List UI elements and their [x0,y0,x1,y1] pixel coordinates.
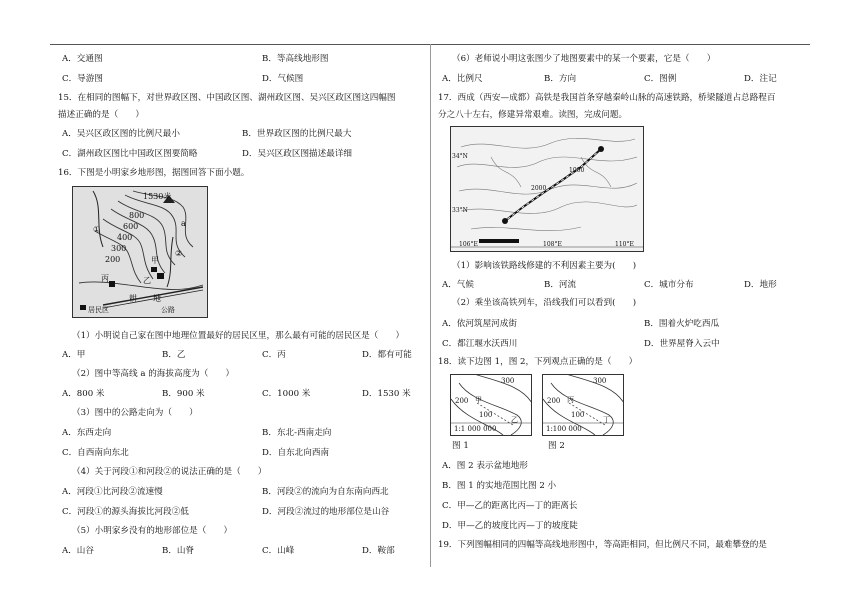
q16-sub4-option-b: B．河段②的流向为自东南向西北 [262,487,389,497]
q17-sub1-option-a: A．气候 [442,280,474,290]
map-label-jia: 甲 [151,256,159,265]
fig1-contour-300: 300 [501,377,515,385]
map-lat-33: 33°N [452,207,468,214]
map-contour-2000: 2000 [531,185,547,192]
hometown-contour-map [72,186,208,318]
q17-sub1-stem: （1）影响该铁路线修建的不利因素主要为( ) [452,261,637,271]
q16-sub4-option-d: D．河段②流过的地形部位是山谷 [262,507,390,517]
fig2-contour-100: 100 [571,411,585,419]
map-label-a: a [181,219,186,228]
q16-sub1-option-d: D．都有可能 [362,350,412,360]
q16-sub6-stem: （6）老师说小明这张图少了地图要素中的某一个要素，它是（ ） [452,54,716,64]
q15-option-b: B．世界政区图的比例尺最大 [242,129,352,139]
q17-stem-line2: 分之八十左右，修建异常艰难。读图，完成问题。 [438,110,628,120]
fig2-point-bing: 丙 [567,396,574,404]
map-label-200: 200 [105,255,121,264]
q15-stem-line1: 15．在相同的图幅下，对世界政区图、中国政区图、湖州政区图、吴兴区政区图这四幅图 [58,93,396,103]
q16-sub3-option-d: D．自东北向西南 [262,448,330,458]
q16-sub5-option-a: A．山谷 [62,546,94,556]
fig2-caption: 图 2 [548,441,565,451]
map-label-800: 800 [129,211,145,220]
q17-sub2-option-b: B．围着火炉吃西瓜 [644,319,720,329]
fig2-contour-200: 200 [547,397,561,405]
map-label-yi: 乙 [143,276,151,285]
q16-sub4-stem: （4）关于河段①和河段②的说法正确的是（ ） [72,467,267,477]
map-lon-108: 108°E [543,241,562,248]
q16-sub6-option-a: A．比例尺 [442,74,483,84]
q14-option-c: C．导游图 [62,74,103,84]
q17-stem-line1: 17．西成（西安—成都）高铁是我国首条穿越秦岭山脉的高速铁路，桥梁隧道占总路程百 [438,93,776,103]
fig1-point-yi: 乙 [511,416,518,424]
contour-figure-2 [542,374,624,436]
q14-option-a: A．交通图 [62,54,103,64]
q16-sub2-option-d: D．1530 米 [362,389,411,399]
q18-option-a: A．图 2 表示盆地地形 [442,461,528,471]
fig1-contour-200: 200 [455,397,469,405]
q17-sub1-option-c: C．城市分布 [644,280,694,290]
q16-sub2-option-a: A．800 米 [62,389,105,399]
q16-stem: 16．下图是小明家乡地形图，据图回答下面小题。 [58,168,250,178]
q17-sub1-option-d: D．地形 [744,280,777,290]
fig2-point-ding: 丁 [603,416,610,424]
map-label-river2: ② [175,249,183,258]
map-legend-residential: 居民区 [88,306,109,314]
q16-sub2-stem: （2）图中等高线 a 的海拔高度为（ ） [72,369,235,379]
q16-sub2-option-b: B．900 米 [162,389,205,399]
q16-sub3-option-a: A．东西走向 [62,428,112,438]
map-label-field: 耕 地 [129,294,161,303]
map-lon-110: 110°E [615,241,634,248]
q16-sub2-option-c: C．1000 米 [262,389,311,399]
map-label-river1: ① [93,225,101,234]
q16-sub1-option-a: A．甲 [62,350,86,360]
map-lat-34: 34°N [452,153,468,160]
fig1-caption: 图 1 [452,441,469,451]
q17-sub2-stem: （2）乘坐该高铁列车，沿线我们可以看到( ) [452,298,637,308]
q16-sub3-stem: （3）图中的公路走向为（ ） [72,408,198,418]
q18-option-d: D．甲—乙的坡度比丙—丁的坡度陡 [442,521,578,531]
map-contour-1000: 1000 [569,167,585,174]
q16-sub4-option-a: A．河段①比河段②流速慢 [62,487,163,497]
q18-stem: 18．读下边图 1，图 2，下列观点正确的是（ ） [438,357,638,367]
fig2-contour-300: 300 [593,377,607,385]
fig1-scale: 1:1 000 000 [454,425,497,433]
map-label-400: 400 [117,233,133,242]
q16-sub5-option-d: D．鞍部 [362,546,395,556]
q17-sub2-option-d: D．世界屋脊入云中 [644,339,720,349]
q16-sub6-option-c: C．图例 [644,74,677,84]
q19-stem: 19．下列图幅相同的四幅等高线地形图中，等高距相同，但比例尺不同，最难攀登的是 [438,540,767,550]
q18-option-b: B．图 1 的实地范围比图 2 小 [442,481,557,491]
fig1-point-jia: 甲 [475,396,482,404]
map-legend-road: 公路 [161,306,175,314]
q16-sub3-option-b: B．东北-西南走向 [262,428,332,438]
q18-option-c: C．甲—乙的距离比丙—丁的距离长 [442,501,578,511]
q16-sub1-stem: （1）小明说自己家在图中地理位置最好的居民区里，那么最有可能的居民区是（ ） [72,331,405,341]
q16-sub5-option-b: B．山脊 [162,546,195,556]
map-label-600: 600 [123,222,139,231]
map-label-1530: 1530米 [143,192,172,201]
q17-sub1-option-b: B．河流 [544,280,577,290]
q16-sub1-option-b: B．乙 [162,350,186,360]
contour-figure-1 [450,374,532,436]
map-label-300: 300 [111,244,127,253]
q15-stem-line2: 描述正确的是（ ） [58,110,144,120]
q14-option-b: B．等高线地形图 [262,54,329,64]
q16-sub5-stem: （5）小明家乡没有的地形部位是（ ） [72,526,233,536]
q15-option-a: A．吴兴区政区图的比例尺最小 [62,129,180,139]
q16-sub6-option-d: D．注记 [744,74,777,84]
q16-sub6-option-b: B．方向 [544,74,577,84]
q16-sub4-option-c: C．河段①的源头海拔比河段②低 [62,507,189,517]
q14-option-d: D．气候图 [262,74,304,84]
q15-option-c: C．湖州政区图比中国政区图要简略 [62,149,198,159]
column-divider [430,44,431,567]
q17-sub2-option-c: C．都江堰水沃西川 [442,339,518,349]
fig2-scale: 1:100 000 [546,425,582,433]
q15-option-d: D．吴兴区政区图描述最详细 [242,149,353,159]
q16-sub1-option-c: C．丙 [262,350,286,360]
xicheng-railway-map [450,126,644,252]
map-label-bing: 丙 [101,274,109,283]
q16-sub3-option-c: C．自西南向东北 [62,448,129,458]
q16-sub5-option-c: C．山峰 [262,546,295,556]
fig1-contour-100: 100 [479,411,493,419]
map-lon-106: 106°E [459,241,478,248]
q17-sub2-option-a: A．依河筑屋河成街 [442,319,517,329]
